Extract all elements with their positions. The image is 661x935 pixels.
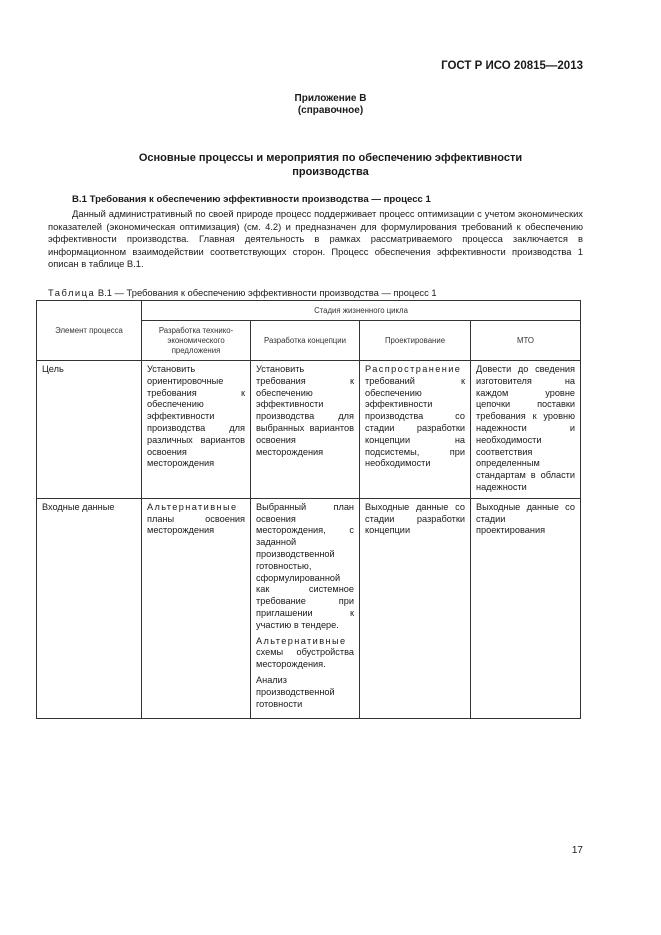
row-inputs-concept-p2-rest: схемы обустройства месторождения. (256, 647, 354, 670)
table-row-inputs (37, 498, 581, 719)
row-inputs-concept-p2 (256, 636, 354, 671)
row-inputs-design: Выходные данные со стадии разработки концепции (360, 498, 471, 719)
row-goal-design (360, 361, 471, 499)
annex-block (0, 93, 661, 117)
document-title: Основные процессы и мероприятия по обеспечению эффективности производства (138, 152, 523, 178)
row-goal-procurement: Довести до сведения изготовителя на каждом уровне цепочки поставки требования к уровню надежности и необходимости соответствия определенным стандартам в области надежности (471, 361, 581, 499)
annex-title: Приложение В (294, 93, 367, 104)
annex-type: (справочное) (297, 105, 364, 116)
table-caption (48, 287, 437, 298)
row-inputs-tep-lead: Альтернативные (147, 501, 238, 512)
section-paragraph: Данный административный по своей природе процесс поддерживает процесс оптимизации с учетом экономических показателей (экономическая оптимизация) (см. 4.2) и предназначен для формулирования требований к обеспечению эффективности производства. Главная деятельность в рамках рассматриваемого процесса заключается в информационном взаимодействии соответствующих сторон. Процесс обеспечения эффективности производства 1 описан в таблице В.1. (48, 208, 583, 270)
row-inputs-tep (142, 498, 251, 719)
row-inputs-tep-rest: планы освоения месторождения (147, 513, 245, 536)
table-caption-text: В.1 — Требования к обеспечению эффективности производства — процесс 1 (97, 287, 437, 298)
row-goal-concept: Установить требования к обеспечению эффективности производства для выбранных вариантов освоения месторождения (251, 361, 360, 499)
row-inputs-procurement: Выходные данные со стадии проектирования (471, 498, 581, 719)
table-row-goal (37, 361, 581, 499)
header-lifecycle-stage: Стадия жизненного цикла (142, 301, 581, 321)
header-stage-design: Проектирование (360, 321, 471, 361)
row-goal-element: Цель (37, 361, 142, 499)
section-heading: В.1 Требования к обеспечению эффективности производства — процесс 1 (72, 194, 431, 205)
row-inputs-concept-p2-lead: Альтернативные (256, 635, 347, 646)
row-inputs-concept-p1: Выбранный план освоения месторождения, с заданной производственной готовностью, сформулированной как системное требование при приглашении к участию в тендере. (256, 501, 354, 630)
header-stage-tep: Разработка технико-экономического предложения (142, 321, 251, 361)
standard-code: ГОСТ Р ИСО 20815—2013 (441, 60, 583, 72)
header-element-column: Элемент процесса (37, 301, 142, 361)
row-inputs-concept-p3: Анализ производственной готовности (256, 674, 335, 709)
requirements-table (36, 300, 581, 719)
row-goal-design-lead: Распространение (365, 364, 462, 374)
row-inputs-element: Входные данные (37, 498, 142, 719)
row-inputs-concept (251, 498, 360, 719)
row-goal-design-rest: требований к обеспечению эффективности производства со стадии разработки концепции на подсистемы, при необходимости (365, 375, 465, 469)
header-stage-concept: Разработка концепции (251, 321, 360, 361)
page-number: 17 (571, 845, 583, 856)
row-goal-tep: Установить ориентировочные требования к обеспечению эффективности производства для различных вариантов освоения месторождения (142, 361, 251, 499)
header-stage-procurement: МТО (471, 321, 581, 361)
table-caption-label: Таблица (48, 287, 96, 298)
